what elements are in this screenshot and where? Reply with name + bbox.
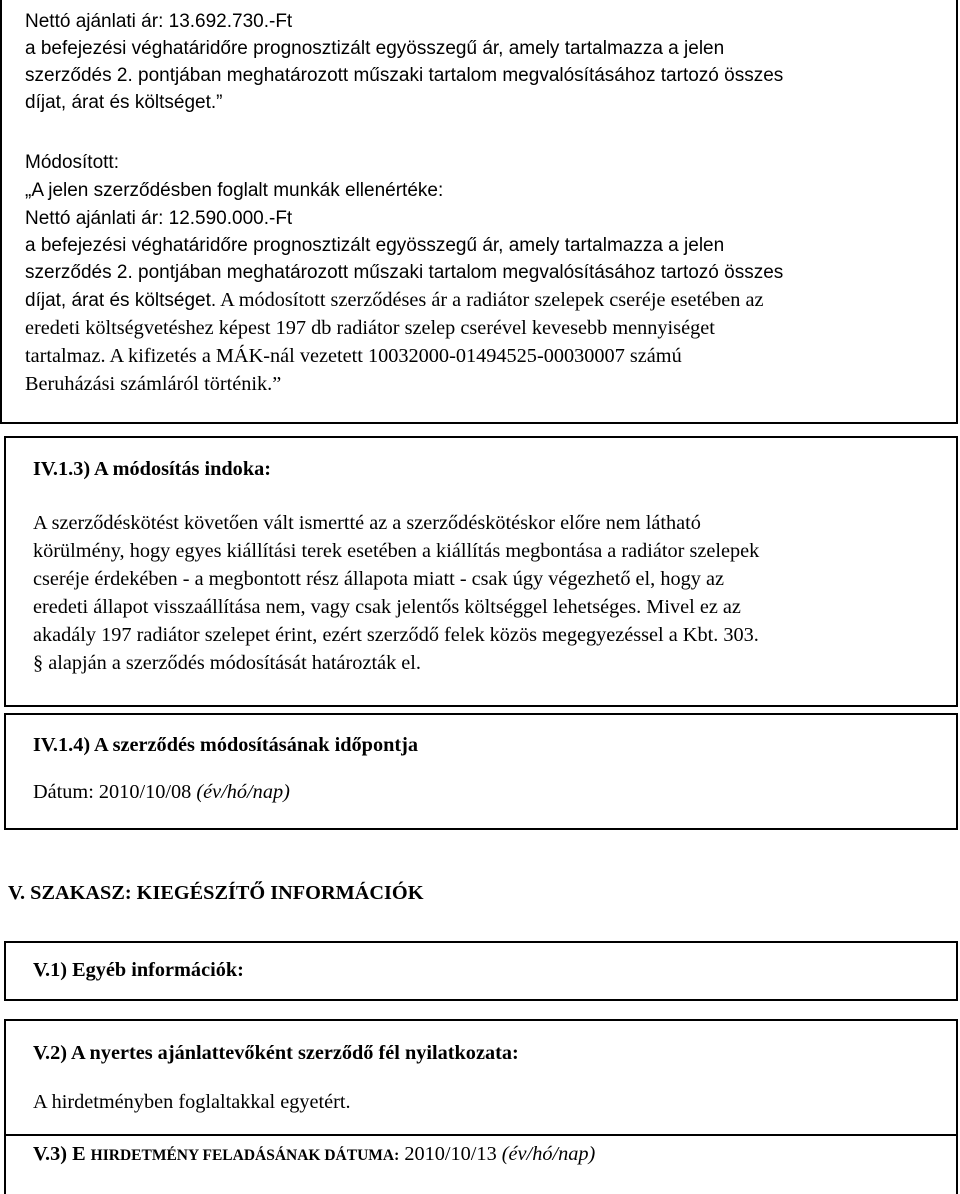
date-value: Dátum: 2010/10/08 [33, 781, 197, 803]
reason-heading: IV.1.3) A módosítás indoka: [33, 458, 271, 480]
text-span: A módosított szerződéses ár a radiátor szelepek cseréje esetében az [216, 289, 764, 311]
mixed-text-line [25, 290, 764, 310]
dispatch-format: (év/hó/nap) [501, 1143, 596, 1165]
modified-price-line: Nettó ajánlati ár: 12.590.000.-Ft [25, 208, 293, 229]
other-info-box [4, 941, 958, 1001]
text-line: díjat, árat és költséget.” [25, 92, 223, 113]
other-info-heading: V.1) Egyéb információk: [33, 959, 244, 981]
declaration-heading: V.2) A nyertes ajánlattevőként szerződő fél nyilatkozata: [33, 1042, 519, 1064]
modified-label: Módosított: [25, 152, 119, 173]
section-title: V. SZAKASZ: KIEGÉSZÍTŐ INFORMÁCIÓK [8, 882, 424, 904]
declaration-box [4, 1019, 958, 1136]
date-heading: IV.1.4) A szerződés módosításának időpontja [33, 734, 419, 756]
text-line: tartalmaz. A kifizetés a MÁK-nál vezetett 10032000-01494525-00030007 számú [25, 345, 682, 367]
text-line: akadály 197 radiátor szelepet érint, ezért szerződő felek közös megegyezéssel a Kbt. 303. [33, 624, 759, 646]
text-line: § alapján a szerződés módosítását határozták el. [33, 652, 421, 674]
text-line: a befejezési véghatáridőre prognosztizált egyösszegű ár, amely tartalmazza a jelen [25, 235, 725, 256]
declaration-text: A hirdetményben foglaltakkal egyetért. [33, 1091, 351, 1113]
text-line: „A jelen szerződésben foglalt munkák ellenértéke: [25, 180, 444, 201]
dispatch-prefix: V.3) E [33, 1143, 91, 1165]
text-line: a befejezési véghatáridőre prognosztizált egyösszegű ár, amely tartalmazza a jelen [25, 38, 725, 59]
text-line: eredeti költségvetéshez képest 197 db radiátor szelep cserével kevesebb mennyiséget [25, 317, 715, 339]
text-line: Beruházási számláról történik.” [25, 373, 282, 395]
dispatch-date-box [4, 1134, 958, 1194]
text-line: szerződés 2. pontjában meghatározott műszaki tartalom megvalósításához tartozó összes [25, 65, 784, 86]
text-line: eredeti állapot visszaállítása nem, vagy csak jelentős költséggel lehetséges. Mivel ez az [33, 596, 741, 618]
dispatch-date-line [33, 1144, 595, 1164]
text-span: díjat, árat és költséget. [25, 290, 217, 311]
text-line: szerződés 2. pontjában meghatározott műszaki tartalom megvalósításához tartozó összes [25, 262, 784, 283]
original-price-line: Nettó ajánlati ár: 13.692.730.-Ft [25, 11, 293, 32]
modification-date-box [4, 713, 958, 830]
date-line [33, 782, 290, 802]
dispatch-value: 2010/10/13 [399, 1143, 502, 1165]
dispatch-caps: HIRDETMÉNY FELADÁSÁNAK DÁTUMA: [90, 1147, 400, 1164]
reason-box [4, 436, 958, 707]
text-line: körülmény, hogy egyes kiállítási terek esetében a kiállítás megbontása a radiátor szelepek [33, 540, 760, 562]
text-line: A szerződéskötést követően vált ismertté az a szerződéskötéskor előre nem látható [33, 512, 701, 534]
date-format: (év/hó/nap) [196, 781, 290, 803]
text-line: cseréje érdekében - a megbontott rész állapota miatt - csak úgy végezhető el, hogy az [33, 568, 724, 590]
modification-box [0, 0, 958, 424]
